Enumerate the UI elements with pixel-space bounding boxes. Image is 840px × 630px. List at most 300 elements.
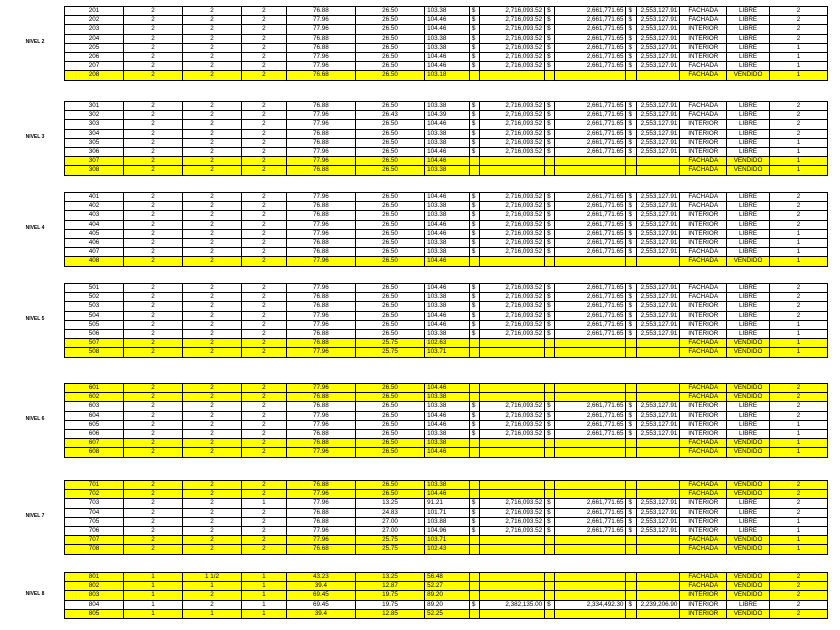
cell-m2b[interactable]: 26.50: [355, 52, 424, 61]
cell-d3[interactable]: $: [626, 111, 636, 120]
cell-q[interactable]: 2: [769, 129, 827, 138]
cell-d1[interactable]: [469, 339, 479, 348]
cell-c3[interactable]: 2: [242, 481, 287, 490]
cell-m2a[interactable]: 77.96: [286, 257, 355, 266]
cell-c1[interactable]: 2: [124, 238, 183, 247]
cell-c3[interactable]: 2: [242, 545, 287, 554]
cell-c2[interactable]: 2: [183, 120, 242, 129]
cell-c2[interactable]: 2: [183, 52, 242, 61]
cell-d1[interactable]: $: [469, 220, 479, 229]
table-row[interactable]: [65, 211, 828, 220]
cell-view[interactable]: FACHADA: [680, 111, 727, 120]
cell-m2b[interactable]: 26.50: [355, 138, 424, 147]
cell-d1[interactable]: [469, 439, 479, 448]
cell-c2[interactable]: 2: [183, 536, 242, 545]
cell-c3[interactable]: 2: [242, 429, 287, 438]
cell-c3[interactable]: 2: [242, 166, 287, 175]
cell-c2[interactable]: 2: [183, 166, 242, 175]
cell-d3[interactable]: $: [626, 193, 636, 202]
cell-unit[interactable]: 503: [65, 302, 124, 311]
table-row[interactable]: [65, 329, 828, 338]
cell-unit[interactable]: 505: [65, 320, 124, 329]
cell-p3[interactable]: 2,553,127.91: [636, 52, 680, 61]
cell-p1[interactable]: 2,716,093.52: [480, 248, 545, 257]
cell-p1[interactable]: 2,716,093.52: [480, 311, 545, 320]
cell-d1[interactable]: $: [469, 526, 479, 535]
cell-d2[interactable]: $: [545, 526, 555, 535]
cell-p2[interactable]: 2,661,771.65: [555, 320, 626, 329]
table-row[interactable]: [65, 545, 828, 554]
cell-m2a[interactable]: 77.96: [286, 526, 355, 535]
cell-total[interactable]: 103.38: [425, 34, 470, 43]
cell-status[interactable]: LIBRE: [727, 302, 770, 311]
cell-c1[interactable]: 2: [124, 220, 183, 229]
cell-c1[interactable]: 2: [124, 138, 183, 147]
cell-p3[interactable]: 2,553,127.91: [636, 229, 680, 238]
cell-p2[interactable]: [555, 348, 626, 357]
cell-d3[interactable]: [626, 490, 636, 499]
cell-p3[interactable]: 2,553,127.91: [636, 429, 680, 438]
cell-m2b[interactable]: 12.87: [355, 582, 424, 591]
cell-p3[interactable]: [636, 536, 680, 545]
cell-m2b[interactable]: 26.50: [355, 43, 424, 52]
cell-p1[interactable]: [480, 384, 545, 393]
cell-c1[interactable]: 1: [124, 582, 183, 591]
cell-m2b[interactable]: 26.50: [355, 293, 424, 302]
cell-total[interactable]: 103.38: [425, 329, 470, 338]
cell-d2[interactable]: $: [545, 229, 555, 238]
cell-d1[interactable]: $: [469, 43, 479, 52]
cell-total[interactable]: 104.39: [425, 111, 470, 120]
cell-unit[interactable]: 303: [65, 120, 124, 129]
cell-m2b[interactable]: 26.50: [355, 320, 424, 329]
cell-p3[interactable]: 2,553,127.91: [636, 248, 680, 257]
cell-d2[interactable]: $: [545, 25, 555, 34]
cell-p1[interactable]: 2,716,093.52: [480, 7, 545, 16]
cell-c3[interactable]: 2: [242, 536, 287, 545]
cell-c3[interactable]: 1: [242, 499, 287, 508]
cell-q[interactable]: 2: [769, 220, 827, 229]
cell-d1[interactable]: $: [469, 211, 479, 220]
cell-m2b[interactable]: 25.75: [355, 339, 424, 348]
cell-d3[interactable]: $: [626, 34, 636, 43]
cell-d2[interactable]: [545, 166, 555, 175]
cell-view[interactable]: INTERIOR: [680, 517, 727, 526]
cell-m2a[interactable]: 76.88: [286, 202, 355, 211]
cell-d3[interactable]: $: [626, 517, 636, 526]
cell-q[interactable]: 1: [769, 62, 827, 71]
table-row[interactable]: [65, 517, 828, 526]
cell-d2[interactable]: [545, 481, 555, 490]
cell-view[interactable]: FACHADA: [680, 71, 727, 80]
cell-c3[interactable]: 2: [242, 147, 287, 156]
cell-d1[interactable]: $: [469, 16, 479, 25]
cell-view[interactable]: INTERIOR: [680, 302, 727, 311]
cell-c2[interactable]: 2: [183, 284, 242, 293]
cell-d1[interactable]: [469, 490, 479, 499]
cell-view[interactable]: FACHADA: [680, 339, 727, 348]
cell-unit[interactable]: 703: [65, 499, 124, 508]
cell-view[interactable]: INTERIOR: [680, 329, 727, 338]
cell-p3[interactable]: [636, 257, 680, 266]
cell-status[interactable]: VENDIDO: [727, 339, 770, 348]
cell-status[interactable]: VENDIDO: [727, 384, 770, 393]
cell-d2[interactable]: [545, 348, 555, 357]
cell-c1[interactable]: 2: [124, 62, 183, 71]
cell-q[interactable]: 2: [769, 111, 827, 120]
cell-view[interactable]: FACHADA: [680, 536, 727, 545]
cell-view[interactable]: INTERIOR: [680, 429, 727, 438]
cell-m2b[interactable]: 26.50: [355, 25, 424, 34]
cell-unit[interactable]: 305: [65, 138, 124, 147]
table-row[interactable]: [65, 111, 828, 120]
cell-d3[interactable]: $: [626, 229, 636, 238]
cell-p3[interactable]: [636, 573, 680, 582]
cell-total[interactable]: 103.38: [425, 393, 470, 402]
cell-total[interactable]: 103.38: [425, 402, 470, 411]
cell-d3[interactable]: $: [626, 411, 636, 420]
cell-p1[interactable]: 2,716,093.52: [480, 411, 545, 420]
cell-p2[interactable]: 2,661,771.65: [555, 238, 626, 247]
cell-q[interactable]: 2: [769, 600, 827, 609]
cell-p2[interactable]: [555, 609, 626, 618]
cell-view[interactable]: FACHADA: [680, 384, 727, 393]
cell-status[interactable]: VENDIDO: [727, 71, 770, 80]
cell-view[interactable]: INTERIOR: [680, 508, 727, 517]
cell-p2[interactable]: 2,661,771.65: [555, 202, 626, 211]
cell-d3[interactable]: $: [626, 526, 636, 535]
cell-p3[interactable]: [636, 609, 680, 618]
cell-p1[interactable]: 2,716,093.52: [480, 211, 545, 220]
cell-c3[interactable]: 2: [242, 71, 287, 80]
cell-m2a[interactable]: 76.88: [286, 34, 355, 43]
cell-d3[interactable]: $: [626, 499, 636, 508]
cell-m2a[interactable]: 76.88: [286, 129, 355, 138]
cell-p2[interactable]: 2,661,771.65: [555, 499, 626, 508]
cell-q[interactable]: 2: [769, 582, 827, 591]
cell-p3[interactable]: [636, 157, 680, 166]
cell-p1[interactable]: 2,716,093.52: [480, 62, 545, 71]
cell-m2a[interactable]: 77.96: [286, 220, 355, 229]
cell-p3[interactable]: 2,553,127.91: [636, 508, 680, 517]
cell-m2a[interactable]: 77.96: [286, 348, 355, 357]
cell-total[interactable]: 104.46: [425, 120, 470, 129]
cell-view[interactable]: FACHADA: [680, 7, 727, 16]
cell-d2[interactable]: [545, 448, 555, 457]
cell-m2a[interactable]: 76.88: [286, 238, 355, 247]
cell-p2[interactable]: [555, 384, 626, 393]
cell-q[interactable]: 1: [769, 166, 827, 175]
cell-unit[interactable]: 606: [65, 429, 124, 438]
table-row[interactable]: [65, 600, 828, 609]
cell-d3[interactable]: [626, 448, 636, 457]
cell-total[interactable]: 104.46: [425, 52, 470, 61]
cell-d1[interactable]: $: [469, 411, 479, 420]
cell-d3[interactable]: $: [626, 147, 636, 156]
cell-d3[interactable]: $: [626, 402, 636, 411]
cell-p3[interactable]: 2,553,127.91: [636, 517, 680, 526]
cell-d2[interactable]: $: [545, 284, 555, 293]
cell-d3[interactable]: $: [626, 25, 636, 34]
cell-m2a[interactable]: 76.88: [286, 293, 355, 302]
cell-total[interactable]: 103.38: [425, 202, 470, 211]
cell-c2[interactable]: 2: [183, 138, 242, 147]
cell-c3[interactable]: 2: [242, 202, 287, 211]
cell-c1[interactable]: 1: [124, 591, 183, 600]
cell-d2[interactable]: $: [545, 202, 555, 211]
cell-unit[interactable]: 704: [65, 508, 124, 517]
cell-q[interactable]: 2: [769, 508, 827, 517]
cell-m2b[interactable]: 26.50: [355, 420, 424, 429]
cell-total[interactable]: 103.38: [425, 102, 470, 111]
cell-d3[interactable]: $: [626, 52, 636, 61]
cell-c1[interactable]: 2: [124, 257, 183, 266]
cell-d1[interactable]: $: [469, 102, 479, 111]
cell-m2b[interactable]: 26.50: [355, 481, 424, 490]
cell-view[interactable]: INTERIOR: [680, 211, 727, 220]
cell-c2[interactable]: 2: [183, 393, 242, 402]
cell-unit[interactable]: 401: [65, 193, 124, 202]
cell-status[interactable]: LIBRE: [727, 120, 770, 129]
cell-c2[interactable]: 2: [183, 7, 242, 16]
cell-unit[interactable]: 402: [65, 202, 124, 211]
cell-total[interactable]: 102.63: [425, 339, 470, 348]
cell-d3[interactable]: [626, 481, 636, 490]
cell-c1[interactable]: 2: [124, 517, 183, 526]
cell-m2b[interactable]: 26.50: [355, 248, 424, 257]
cell-c1[interactable]: 2: [124, 429, 183, 438]
table-row[interactable]: [65, 34, 828, 43]
cell-d3[interactable]: $: [626, 320, 636, 329]
cell-p1[interactable]: [480, 448, 545, 457]
cell-q[interactable]: 2: [769, 384, 827, 393]
cell-c2[interactable]: 2: [183, 71, 242, 80]
cell-p1[interactable]: 2,716,093.52: [480, 220, 545, 229]
cell-d1[interactable]: $: [469, 302, 479, 311]
cell-q[interactable]: 1: [769, 545, 827, 554]
cell-p3[interactable]: 2,553,127.91: [636, 138, 680, 147]
cell-status[interactable]: LIBRE: [727, 411, 770, 420]
cell-view[interactable]: FACHADA: [680, 481, 727, 490]
cell-unit[interactable]: 506: [65, 329, 124, 338]
cell-d3[interactable]: [626, 71, 636, 80]
cell-unit[interactable]: 706: [65, 526, 124, 535]
cell-p2[interactable]: 2,661,771.65: [555, 111, 626, 120]
cell-m2b[interactable]: 26.50: [355, 329, 424, 338]
cell-d2[interactable]: $: [545, 302, 555, 311]
cell-p3[interactable]: 2,553,127.91: [636, 111, 680, 120]
cell-c3[interactable]: 2: [242, 517, 287, 526]
cell-m2a[interactable]: 76.88: [286, 211, 355, 220]
cell-p1[interactable]: [480, 609, 545, 618]
cell-view[interactable]: INTERIOR: [680, 147, 727, 156]
cell-d1[interactable]: $: [469, 499, 479, 508]
cell-p2[interactable]: 2,661,771.65: [555, 284, 626, 293]
cell-d2[interactable]: $: [545, 411, 555, 420]
cell-d3[interactable]: [626, 609, 636, 618]
cell-status[interactable]: VENDIDO: [727, 157, 770, 166]
table-row[interactable]: [65, 448, 828, 457]
cell-c2[interactable]: 2: [183, 311, 242, 320]
cell-m2a[interactable]: 77.96: [286, 229, 355, 238]
cell-view[interactable]: FACHADA: [680, 439, 727, 448]
cell-p3[interactable]: 2,553,127.91: [636, 284, 680, 293]
table-row[interactable]: [65, 508, 828, 517]
cell-d1[interactable]: [469, 257, 479, 266]
cell-status[interactable]: LIBRE: [727, 111, 770, 120]
cell-m2b[interactable]: 26.50: [355, 229, 424, 238]
cell-p2[interactable]: [555, 166, 626, 175]
cell-d2[interactable]: $: [545, 147, 555, 156]
cell-d2[interactable]: $: [545, 138, 555, 147]
cell-d3[interactable]: $: [626, 202, 636, 211]
cell-c3[interactable]: 2: [242, 25, 287, 34]
cell-c3[interactable]: 2: [242, 384, 287, 393]
cell-c1[interactable]: 2: [124, 339, 183, 348]
cell-d1[interactable]: $: [469, 34, 479, 43]
cell-p2[interactable]: 2,661,771.65: [555, 248, 626, 257]
cell-q[interactable]: 2: [769, 393, 827, 402]
cell-p1[interactable]: 2,716,093.52: [480, 517, 545, 526]
cell-view[interactable]: INTERIOR: [680, 229, 727, 238]
cell-m2a[interactable]: 77.96: [286, 384, 355, 393]
cell-d3[interactable]: $: [626, 7, 636, 16]
cell-total[interactable]: 104.46: [425, 157, 470, 166]
table-row[interactable]: [65, 481, 828, 490]
cell-d2[interactable]: [545, 384, 555, 393]
cell-m2a[interactable]: 77.96: [286, 490, 355, 499]
cell-c1[interactable]: 2: [124, 202, 183, 211]
cell-d1[interactable]: $: [469, 420, 479, 429]
cell-p3[interactable]: 2,553,127.91: [636, 411, 680, 420]
cell-d3[interactable]: $: [626, 508, 636, 517]
cell-c1[interactable]: 2: [124, 248, 183, 257]
cell-p3[interactable]: 2,553,127.91: [636, 420, 680, 429]
cell-d3[interactable]: $: [626, 138, 636, 147]
cell-status[interactable]: LIBRE: [727, 7, 770, 16]
cell-total[interactable]: 104.46: [425, 16, 470, 25]
table-row[interactable]: [65, 229, 828, 238]
cell-c1[interactable]: 2: [124, 448, 183, 457]
table-row[interactable]: [65, 320, 828, 329]
cell-d1[interactable]: [469, 384, 479, 393]
cell-total[interactable]: 103.38: [425, 211, 470, 220]
cell-d3[interactable]: $: [626, 238, 636, 247]
cell-m2b[interactable]: 26.43: [355, 111, 424, 120]
cell-c3[interactable]: 2: [242, 16, 287, 25]
table-row[interactable]: [65, 393, 828, 402]
cell-c3[interactable]: 2: [242, 129, 287, 138]
cell-p2[interactable]: [555, 582, 626, 591]
cell-total[interactable]: 103.88: [425, 517, 470, 526]
table-row[interactable]: [65, 25, 828, 34]
cell-c2[interactable]: 2: [183, 193, 242, 202]
cell-c3[interactable]: 2: [242, 248, 287, 257]
cell-c2[interactable]: 2: [183, 320, 242, 329]
cell-status[interactable]: LIBRE: [727, 320, 770, 329]
cell-d1[interactable]: $: [469, 329, 479, 338]
cell-d1[interactable]: $: [469, 147, 479, 156]
cell-c2[interactable]: 2: [183, 147, 242, 156]
cell-c2[interactable]: 2: [183, 129, 242, 138]
cell-status[interactable]: LIBRE: [727, 211, 770, 220]
cell-p2[interactable]: 2,661,771.65: [555, 120, 626, 129]
cell-d2[interactable]: $: [545, 129, 555, 138]
cell-m2b[interactable]: 26.50: [355, 102, 424, 111]
cell-p3[interactable]: 2,553,127.91: [636, 43, 680, 52]
cell-m2a[interactable]: 76.68: [286, 545, 355, 554]
cell-c2[interactable]: 2: [183, 302, 242, 311]
cell-c3[interactable]: 2: [242, 293, 287, 302]
cell-d3[interactable]: $: [626, 293, 636, 302]
cell-c3[interactable]: 2: [242, 526, 287, 535]
cell-d2[interactable]: $: [545, 111, 555, 120]
cell-m2b[interactable]: 13.25: [355, 499, 424, 508]
cell-p1[interactable]: 2,716,093.52: [480, 238, 545, 247]
cell-q[interactable]: 1: [769, 439, 827, 448]
cell-d3[interactable]: $: [626, 211, 636, 220]
cell-q[interactable]: 2: [769, 284, 827, 293]
cell-p2[interactable]: 2,661,771.65: [555, 302, 626, 311]
cell-total[interactable]: 104.46: [425, 320, 470, 329]
cell-total[interactable]: 104.46: [425, 420, 470, 429]
table-row[interactable]: [65, 138, 828, 147]
cell-c3[interactable]: 2: [242, 339, 287, 348]
cell-d2[interactable]: $: [545, 193, 555, 202]
cell-c1[interactable]: 1: [124, 609, 183, 618]
cell-q[interactable]: 1: [769, 229, 827, 238]
cell-p2[interactable]: 2,661,771.65: [555, 62, 626, 71]
cell-p1[interactable]: [480, 591, 545, 600]
cell-m2a[interactable]: 69.45: [286, 600, 355, 609]
cell-unit[interactable]: 306: [65, 147, 124, 156]
cell-q[interactable]: 2: [769, 120, 827, 129]
cell-m2b[interactable]: 13.25: [355, 573, 424, 582]
cell-d1[interactable]: $: [469, 138, 479, 147]
cell-c1[interactable]: 2: [124, 129, 183, 138]
cell-m2a[interactable]: 77.96: [286, 420, 355, 429]
cell-c3[interactable]: 2: [242, 7, 287, 16]
cell-c1[interactable]: 2: [124, 52, 183, 61]
cell-view[interactable]: FACHADA: [680, 62, 727, 71]
cell-d2[interactable]: $: [545, 508, 555, 517]
cell-p3[interactable]: 2,553,127.91: [636, 238, 680, 247]
cell-c1[interactable]: 2: [124, 393, 183, 402]
cell-c3[interactable]: 2: [242, 348, 287, 357]
cell-d3[interactable]: [626, 545, 636, 554]
cell-d1[interactable]: [469, 591, 479, 600]
cell-m2a[interactable]: 76.88: [286, 429, 355, 438]
cell-view[interactable]: FACHADA: [680, 293, 727, 302]
cell-c1[interactable]: 2: [124, 329, 183, 338]
cell-status[interactable]: VENDIDO: [727, 582, 770, 591]
cell-view[interactable]: FACHADA: [680, 248, 727, 257]
cell-view[interactable]: INTERIOR: [680, 609, 727, 618]
cell-c3[interactable]: 2: [242, 439, 287, 448]
cell-status[interactable]: LIBRE: [727, 34, 770, 43]
cell-c1[interactable]: 2: [124, 102, 183, 111]
cell-m2a[interactable]: 69.45: [286, 591, 355, 600]
cell-d2[interactable]: $: [545, 52, 555, 61]
cell-p2[interactable]: 2,661,771.65: [555, 293, 626, 302]
cell-unit[interactable]: 407: [65, 248, 124, 257]
cell-p2[interactable]: [555, 536, 626, 545]
cell-m2b[interactable]: 26.50: [355, 34, 424, 43]
cell-view[interactable]: FACHADA: [680, 573, 727, 582]
cell-unit[interactable]: 301: [65, 102, 124, 111]
cell-d1[interactable]: $: [469, 7, 479, 16]
cell-c2[interactable]: 2: [183, 16, 242, 25]
